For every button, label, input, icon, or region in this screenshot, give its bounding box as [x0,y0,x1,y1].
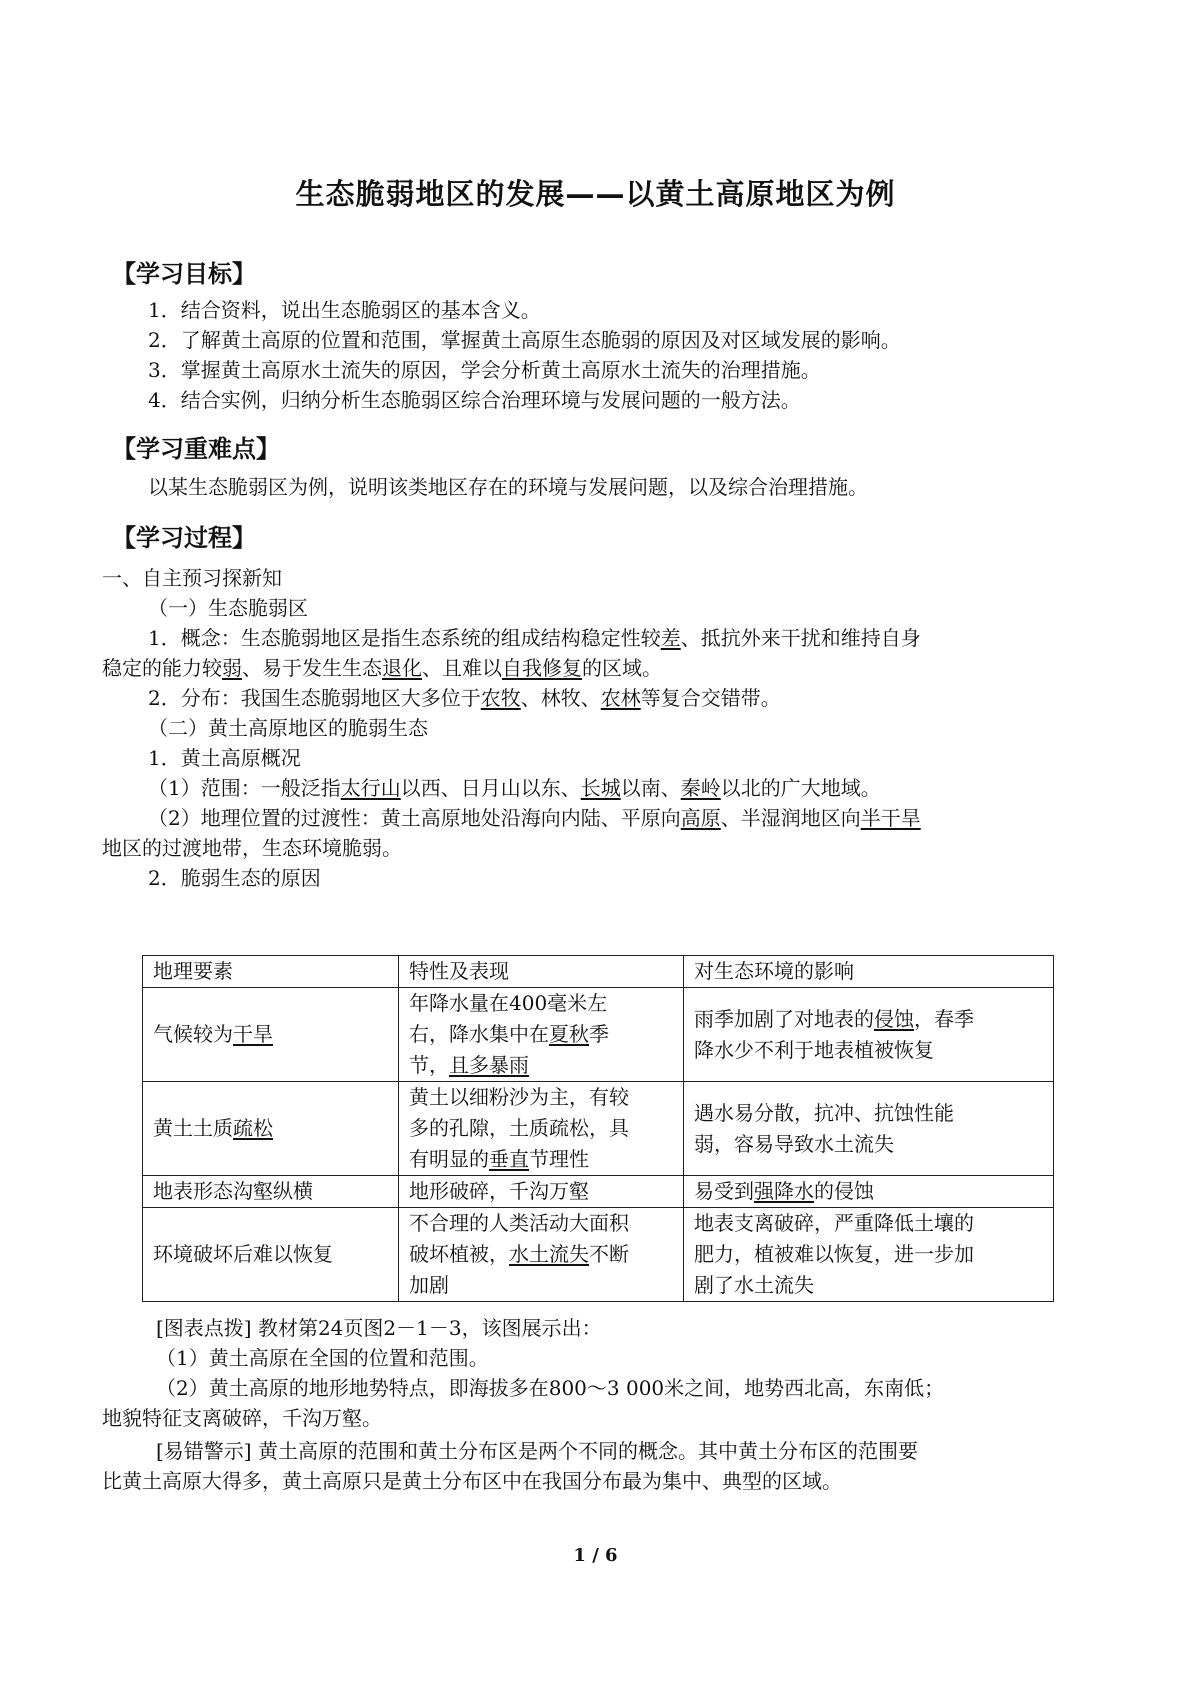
causes-table [142,955,1054,1302]
page-number: 1 / 6 [573,1545,618,1566]
blank-answer: 差 [660,626,681,650]
blank-answer: 农牧 [480,686,521,710]
blank-answer: 侵蚀 [874,1006,914,1031]
table-cell: 易受到强降水的侵蚀 [684,1176,1054,1208]
blank-answer: 秦岭 [680,776,721,800]
tip-item-2-line-2: 地貌特征支离破碎，千沟万壑。 [102,1406,382,1430]
table-row [143,988,1054,1082]
table-cell: 地表形态沟壑纵横 [143,1176,399,1208]
causes-title: 2．脆弱生态的原因 [148,866,321,890]
table-cell: 地表支离破碎，严重降低土壤的 肥力，植被难以恢复，进一步加 剧了水土流失 [684,1208,1054,1302]
goal-item-3: 3．掌握黄土高原水土流失的原因，学会分析黄土高原水土流失的治理措施。 [148,358,821,382]
table-cell: 气候较为干旱 [143,988,399,1082]
page-title: 生态脆弱地区的发展——以黄土高原地区为例 [295,177,896,211]
table-header-cell: 地理要素 [143,956,399,988]
blank-answer: 水土流失 [509,1242,589,1266]
blank-answer: 半干旱 [860,806,921,830]
table-cell: 不合理的人类活动大面积 破坏植被，水土流失不断 加剧 [399,1208,684,1302]
table-cell: 雨季加剧了对地表的侵蚀，春季 降水少不利于地表植被恢复 [684,988,1054,1082]
warning-line-1: [易错警示] 黄土高原的范围和黄土分布区是两个不同的概念。其中黄土分布区的范围要 [156,1439,918,1463]
section-1-title: 一、自主预习探新知 [102,566,282,590]
blank-answer: 夏秋 [549,1022,589,1046]
table-header-cell: 特性及表现 [399,956,684,988]
concept-line-1: 1．概念：生态脆弱地区是指生态系统的组成结构稳定性较差、抵抗外来干扰和维持自身 [148,626,921,650]
table-row [143,1082,1054,1176]
table-cell: 黄土土质疏松 [143,1082,399,1176]
overview-title: 1．黄土高原概况 [148,746,301,770]
table-cell: 黄土以细粉沙为主，有较 多的孔隙，土质疏松，具 有明显的垂直节理性 [399,1082,684,1176]
goal-item-4: 4．结合实例，归纳分析生态脆弱区综合治理环境与发展问题的一般方法。 [148,388,801,412]
concept-line-2: 稳定的能力较弱、易于发生生态退化、且难以自我修复的区域。 [102,656,662,680]
blank-answer: 疏松 [233,1116,273,1140]
table-header-row [143,956,1054,988]
subsection-1a-title: （一）生态脆弱区 [148,596,308,620]
blank-answer: 太行山 [340,776,401,800]
tip-item-2-line-1: （2）黄土高原的地形地势特点，即海拔多在800～3 000米之间，地势西北高，东南低； [156,1376,945,1400]
range-line: （1）范围：一般泛指太行山以西、日月山以东、长城以南、秦岭以北的广大地域。 [148,776,881,800]
goal-item-1: 1．结合资料，说出生态脆弱区的基本含义。 [148,298,541,322]
blank-answer: 且多暴雨 [449,1053,529,1077]
table-header-cell: 对生态环境的影响 [684,956,1054,988]
blank-answer: 高原 [680,806,721,830]
table-row [143,1208,1054,1302]
blank-answer: 退化 [382,656,422,680]
keypoints-text: 以某生态脆弱区为例，说明该类地区存在的环境与发展问题，以及综合治理措施。 [148,475,868,499]
blank-answer: 农林 [600,686,641,710]
chart-tip: [图表点拨] 教材第24页图2－1－3，该图展示出： [156,1316,602,1340]
warning-line-2: 比黄土高原大得多，黄土高原只是黄土分布区中在我国分布最为集中、典型的区域。 [102,1469,842,1493]
goal-item-2: 2．了解黄土高原的位置和范围，掌握黄土高原生态脆弱的原因及对区域发展的影响。 [148,328,901,352]
tip-item-1: （1）黄土高原在全国的位置和范围。 [156,1346,489,1370]
goals-heading: 【学习目标】 [112,260,256,288]
blank-answer: 强降水 [754,1179,814,1203]
blank-answer: 弱 [222,656,242,680]
distribution-line: 2．分布：我国生态脆弱地区大多位于农牧、林牧、农林等复合交错带。 [148,686,781,710]
blank-answer: 长城 [580,776,621,800]
transition-line-2: 地区的过渡地带，生态环境脆弱。 [102,836,402,860]
blank-answer: 干旱 [233,1022,273,1046]
table-row [143,1176,1054,1208]
transition-line-1: （2）地理位置的过渡性：黄土高原地处沿海向内陆、平原向高原、半湿润地区向半干旱 [148,806,921,830]
process-heading: 【学习过程】 [112,524,256,552]
table-cell: 年降水量在400毫米左 右，降水集中在夏秋季 节，且多暴雨 [399,988,684,1082]
table-cell: 遇水易分散，抗冲、抗蚀性能 弱，容易导致水土流失 [684,1082,1054,1176]
subsection-1b-title: （二）黄土高原地区的脆弱生态 [148,716,428,740]
blank-answer: 自我修复 [502,656,582,680]
table-cell: 环境破坏后难以恢复 [143,1208,399,1302]
table-cell: 地形破碎，千沟万壑 [399,1176,684,1208]
keypoints-heading: 【学习重难点】 [112,435,280,463]
blank-answer: 垂直 [489,1147,529,1171]
